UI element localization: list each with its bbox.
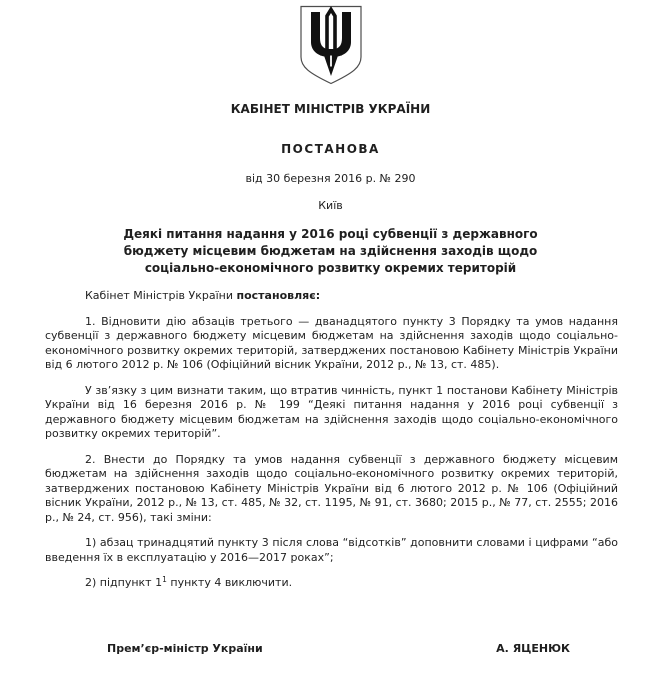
enacting-clause-verb: постановляє: xyxy=(236,289,321,302)
paragraph-1: 1. Відновити дію абзаців третього — дванадцятого пункту 3 Порядку та умов надання субвенції з державного бюджету місцевим бюджетам на здійснення заходів щодо соціально-економічного розвитку окремих територій, затверджених постановою Кабінету Міністрів України від 6 лютого 2012 р. № 106 (Офіційний вісник України, 2012 р., № 13, ст. 485). xyxy=(45,314,618,371)
signature-block xyxy=(107,642,570,655)
document-type: ПОСТАНОВА xyxy=(281,142,380,156)
institution-name: КАБІНЕТ МІНІСТРІВ УКРАЇНИ xyxy=(230,102,431,116)
enacting-clause xyxy=(45,289,618,304)
document-city: Київ xyxy=(318,199,343,212)
signer-position: Прем’єр-міністр України xyxy=(107,641,263,655)
subitem-2-superscript: 1 xyxy=(162,575,167,584)
subitem-2 xyxy=(45,576,618,592)
paragraph-2: У зв’язку з цим визнати таким, що втратив чинність, пункт 1 постанови Кабінету Міністрів України від 16 березня 2016 р. № 199 “Деякі питання надання у 2016 році субвенції з державного бюджету місцевим бюджетам на здійснення заходів щодо соціально-економічного розвитку окремих територій”. xyxy=(45,383,618,440)
subitem-2-text: 2) підпункт 1 xyxy=(85,576,163,589)
signer-name: А. ЯЦЕНЮК xyxy=(496,641,570,655)
subitem-1: 1) абзац тринадцятий пункту 3 після слова “відсотків” доповнити словами і цифрами “або введення їх в експлуатацію у 2016—2017 роках”; xyxy=(45,536,618,564)
paragraph-3: 2. Внести до Порядку та умов надання субвенції з державного бюджету місцевим бюджетам на здійснення заходів щодо соціально-економічного розвитку окремих територій, затверджених постановою Кабінету Міністрів України від 6 лютого 2012 р. № 106 (Офіційний вісник України, 2012 р., № 13, ст. 485, № 32, ст. 1195, № 91, ст. 3680; 2015 р., № 77, ст. 2555; 2016 р., № 24, ст. 956), такі зміни: xyxy=(45,452,618,524)
document-date-number: від 30 березня 2016 р. № 290 xyxy=(245,172,416,185)
subitem-2-tail: пункту 4 виключити. xyxy=(166,576,293,589)
document-body xyxy=(45,289,618,592)
document-title: Деякі питання надання у 2016 році субвенції з державного бюджету місцевим бюджетам на здійснення заходів щодо соціально-економічного розвитку окремих територій xyxy=(123,227,538,275)
enacting-clause-text: Кабінет Міністрів України xyxy=(85,289,237,302)
ukraine-coat-of-arms-icon xyxy=(299,5,363,85)
